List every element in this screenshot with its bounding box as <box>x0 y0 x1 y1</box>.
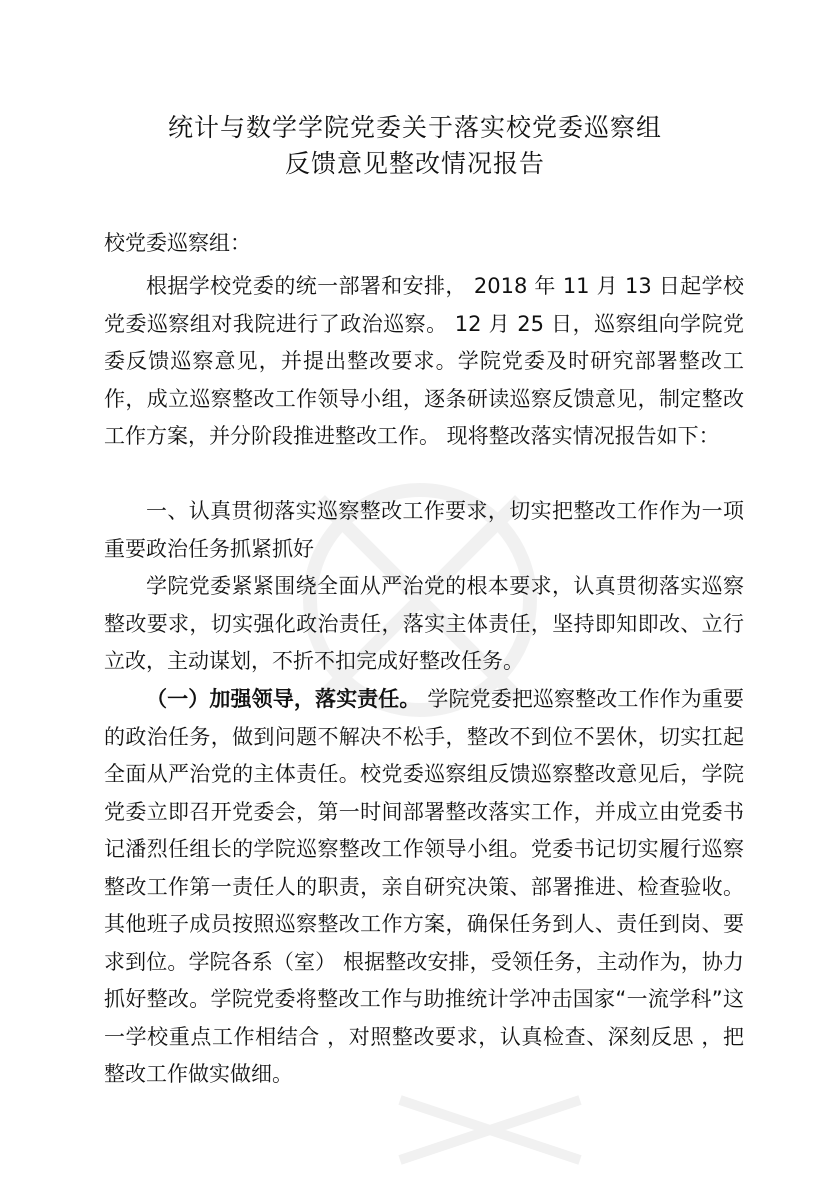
section-1-paragraph: 学院党委紧紧围绕全面从严治党的根本要求，认真贯彻落实巡察整改要求，切实强化政治责任，落实主体责任，坚持即知即改、立行立改，主动谋划，不折不扣完成好整改任务。 <box>104 574 744 673</box>
salutation: 校党委巡察组： <box>104 231 251 255</box>
subsection-1-body: 学院党委把巡察整改工作作为重要的政治任务，做到问题不解决不松手，整改不到位不罢休，切实扛起全面从严治党的主体责任。校党委巡察组反馈巡察整改意见后，学院党委立即召开党委会，第一时间部署整改落实工作，并成立由党委书记潘烈任组长的学院巡察整改工作领导小组。党委书记切实履行巡察整改工作第一责任人的职责，亲自研究决策、部署推进、检查验收。其他班子成员按照巡察整改工作方案，确保任务到人、责任到岗、要求到位。学院各系（室） 根据整改安排，受领任务，主动作为，协力抓好整改。学院党委将整改工作与助推统计学冲击国家“一流学科”这一学校重点工作相结合 ，对照整改要求，认真检查、深刻反思 ，把整改工作做实做细。 <box>104 687 744 1086</box>
subsection-1-lead: （一）加强领导，落实责任。 <box>146 687 421 711</box>
intro-paragraph: 根据学校党委的统一部署和安排， 2018 年 11 月 13 日起学校党委巡察组对我院进行了政治巡察。 12 月 25 日，巡察组向学院党委反馈巡察意见，并提出整改要求。学院党委及时研究部署整改工作，成立巡察整改工作领导小组，逐条研读巡察反馈意见，制定整改工作方案，并分阶段推进整改工作。 现将整改落实情况报告如下： <box>104 274 744 448</box>
watermark-graphic-bottom <box>380 1080 600 1180</box>
subsection-1-paragraph <box>104 681 744 1094</box>
document-title-line-2: 反馈意见整改情况报告 <box>284 149 545 178</box>
document-title-line-1: 统计与数学学院党委关于落实校党委巡察组 <box>167 113 662 142</box>
section-1-heading: 一、认真贯彻落实巡察整改工作要求，切实把整改工作作为一项重要政治任务抓紧抓好 <box>104 499 744 561</box>
